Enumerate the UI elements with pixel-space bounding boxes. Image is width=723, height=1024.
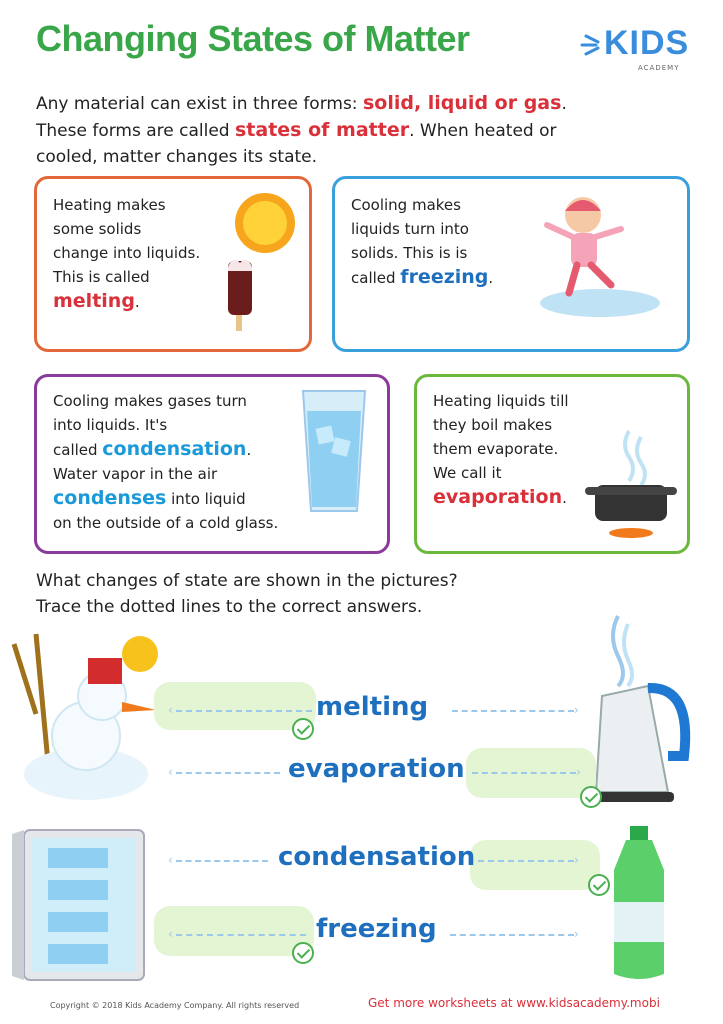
trace-line[interactable]: [176, 710, 312, 712]
trace-line[interactable]: [176, 772, 280, 774]
evaporation-text: Heating liquids till they boil makes them evaporate. We call it evaporation.: [433, 392, 569, 508]
sun-icon: [233, 191, 297, 255]
melting-snowman-icon: [6, 624, 166, 804]
check-icon[interactable]: [292, 942, 314, 964]
answer-pill-4[interactable]: [154, 906, 314, 956]
states-highlight: states of matter: [235, 119, 410, 141]
answer-melting: melting: [316, 692, 429, 722]
answer-condensation: condensation: [278, 842, 476, 872]
answer-freezing: freezing: [316, 914, 437, 944]
check-icon[interactable]: [588, 874, 610, 896]
trace-line[interactable]: [450, 934, 574, 936]
arrow-right-icon: ›: [574, 927, 579, 941]
water-bottle-icon: [604, 824, 674, 984]
melting-keyword: melting: [53, 290, 135, 312]
page-title: Changing States of Matter: [36, 18, 470, 59]
arrow-left-icon: ‹: [168, 853, 173, 867]
boiling-kettle-icon: [588, 606, 698, 806]
condensation-card: [34, 374, 390, 554]
arrow-right-icon: ›: [574, 853, 579, 867]
check-icon[interactable]: [580, 786, 602, 808]
kids-academy-logo[interactable]: [578, 24, 688, 84]
answer-evaporation: evaporation: [288, 754, 465, 784]
condensation-text: Cooling makes gases turn into liquids. It's called condensation. Water vapor in the air condenses into liquid on the outside of a cold glass.: [53, 392, 279, 532]
cold-glass-icon: [299, 387, 369, 517]
logo-subtext: ACADEMY: [638, 64, 680, 72]
copyright: Copyright © 2018 Kids Academy Company. All rights reserved: [50, 1001, 300, 1010]
condenses-keyword: condenses: [53, 487, 167, 509]
condensation-keyword: condensation: [102, 438, 247, 460]
melting-card: [34, 176, 312, 352]
open-freezer-icon: [8, 826, 158, 986]
website-link[interactable]: Get more worksheets at www.kidsacademy.mobi: [368, 996, 660, 1010]
instructions: What changes of state are shown in the pictures? Trace the dotted lines to the correct answers.: [36, 571, 458, 617]
trace-line[interactable]: [176, 934, 306, 936]
freezing-keyword: freezing: [400, 266, 489, 288]
check-icon[interactable]: [292, 718, 314, 740]
arrow-right-icon: ›: [574, 703, 579, 717]
arrow-left-icon: ‹: [168, 927, 173, 941]
arrow-left-icon: ‹: [168, 765, 173, 779]
freezing-text: Cooling makes liquids turn into solids. This is is called freezing.: [351, 196, 494, 288]
evaporation-card: [414, 374, 690, 554]
melting-text: Heating makes some solids change into liquids. This is called melting.: [53, 196, 201, 312]
trace-line[interactable]: [452, 710, 574, 712]
skating-girl-icon: [525, 185, 685, 345]
logo-text: KIDS: [604, 24, 690, 62]
ice-pop-icon: [225, 253, 255, 333]
arrow-right-icon: ›: [576, 765, 581, 779]
trace-line[interactable]: [472, 772, 576, 774]
trace-line[interactable]: [176, 860, 268, 862]
boiling-pot-icon: [581, 421, 681, 541]
answer-pill-3[interactable]: [470, 840, 600, 890]
trace-line[interactable]: [478, 860, 574, 862]
intro-paragraph: Any material can exist in three forms: solid, liquid or gas. These forms are called states of matter. When heated or cooled, matter changes its state.: [36, 92, 567, 167]
evaporation-keyword: evaporation: [433, 486, 563, 508]
forms-highlight: solid, liquid or gas: [362, 92, 562, 114]
answer-pill-1[interactable]: [154, 682, 316, 730]
freezing-card: [332, 176, 690, 352]
arrow-left-icon: ‹: [168, 703, 173, 717]
